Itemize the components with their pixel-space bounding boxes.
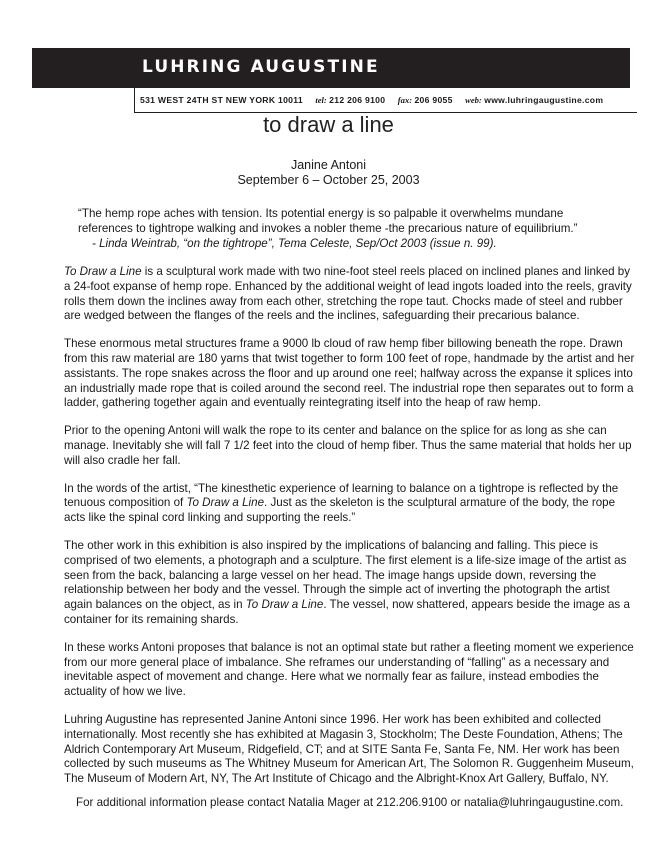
quote-author: - Linda Weintrab, [92, 237, 184, 250]
paragraph-3: Prior to the opening Antoni will walk the rope to its center and balance on the splice for as long as she can manage. Inevitably she will fall 7 1/2 feet into the cloud of hemp fiber. Thus the same material that holds her up will also cradle her fall. [64, 424, 632, 467]
paragraph-7: Luhring Augustine has represented Janine Antoni since 1996. Her work has been exhibited and collected internationally. Most recently she has exhibited at Magasin 3, Stockholm; The Deste Foundation, Athens; The Aldrich Contemporary Art Museum, Ridgefield, CT; and at SITE Santa Fe, Santa Fe, NM. Her work has been collected by such museums as The Whitney Museum for American Art, The Solomon R. Guggenheim Museum, The Museum of Modern Art, NY, The Art Institute of Chicago and the Albright-Knox Art Gallery, Buffalo, NY. [64, 712, 634, 786]
paragraph-4 [64, 482, 637, 526]
exhibition-dates: September 6 – October 25, 2003 [237, 173, 420, 187]
paragraph-4-text-a: In the words of the artist, “The kinesthetic experience of learning to balance on a tightrope is reflected by the tenuous composition of [64, 481, 619, 510]
fax-label: fax: [397, 95, 413, 105]
contact-footer: For additional information please contact Natalia Mager at 212.206.9100 or natalia@luhringaugustine.com. [76, 796, 624, 809]
quote-source: , Tema Celeste, Sep/Oct 2003 (issue n. 99). [271, 237, 497, 250]
work-title: To Draw a Line [245, 598, 324, 612]
paragraph-5 [64, 539, 637, 628]
quote-attribution [78, 236, 618, 251]
gallery-logo: LUHRING AUGUSTINE [142, 57, 380, 77]
quote-article: “on the tightrope” [183, 237, 272, 250]
tel-label: tel: [315, 95, 327, 105]
tel-number: 212 206 9100 [329, 95, 386, 105]
letterhead-rule-vertical [134, 88, 135, 113]
press-release-body [64, 265, 637, 800]
web-label: web: [465, 95, 482, 105]
logo-bar [32, 48, 630, 88]
paragraph-5-text-a: The other work in this exhibition is also inspired by the implications of balancing and falling. This piece is comprised of two elements, a photograph and a sculpture. The first element is a life-size image of the artist as seen from the back, balancing a large vessel on her head. The image hangs upside down, reversing the relationship between her body and the vessel. Through the simple act of inverting the photograph the artist again balances on the object, as in [64, 538, 627, 612]
work-title: To Draw a Line [64, 265, 142, 278]
fax-number: 206 9055 [414, 95, 453, 105]
letterhead [32, 48, 637, 113]
artist-name: Janine Antoni [290, 158, 367, 172]
paragraph-4-text-b: . Just as the skeleton is the sculptural armature of the body, the rope acts like the spinal cord linking and supporting the reels.” [64, 496, 616, 525]
paragraph-1 [64, 265, 637, 324]
pull-quote [78, 206, 618, 251]
paragraph-5-text-b: . The vessel, now shattered, appears beside the image as a container for its remaining shards. [64, 598, 630, 626]
paragraph-1-text: is a sculptural work made with two nine-foot steel reels placed on inclined planes and linked by a 24-foot expanse of hemp rope. Enhanced by the additional weight of lead ingots loaded into the reels, gravity rolls them down the inclines away from each other, stretching the rope taut. Chocks made of steel and rubber are wedged between the flanges of the reels and the inclines, safeguarding their precarious balance. [64, 265, 632, 323]
quote-text: “The hemp rope aches with tension. Its potential energy is so palpable it overwhelms mundane references to tightrope walking and invokes a nobler theme -the precarious nature of equilibrium.” [78, 207, 578, 235]
paragraph-6: In these works Antoni proposes that balance is not an optimal state but rather a fleeting moment we experience from our more general place of imbalance. She reframes our understanding of “falling” as a necessary and inevitable aspect of movement and change. Here what we normally fear as failure, instead embodies the actuality of how we live. [64, 640, 634, 699]
web-address: www.luhringaugustine.com [484, 95, 604, 105]
contact-line [140, 95, 603, 105]
paragraph-2: These enormous metal structures frame a 9000 lb cloud of raw hemp fiber billowing beneath the rope. Drawn from this raw material are 180 yarns that twist together to form 100 feet of rope, handmade by the artist and her assistants. The rope snakes across the floor and up around one reel; halfway across the expanse it splices into an industrially made rope that is coiled around the second reel. The industrial rope then separates out to form a ladder, gathering together again and eventually reintegrating itself into the heap of raw hemp. [64, 337, 635, 410]
work-title: To Draw a Line [186, 496, 265, 510]
gallery-address: 531 WEST 24TH ST NEW YORK 10011 [140, 95, 303, 105]
exhibition-title: to draw a line [263, 112, 394, 137]
